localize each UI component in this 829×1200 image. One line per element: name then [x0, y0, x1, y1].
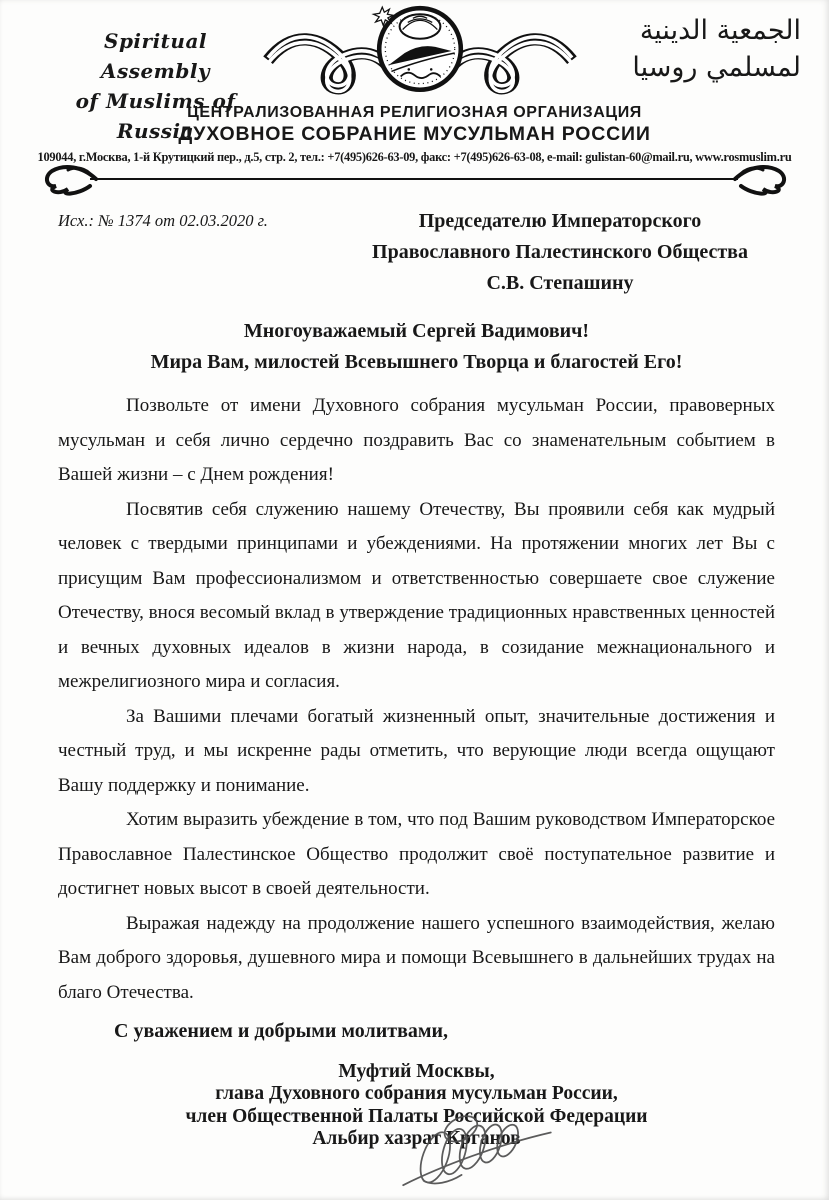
salutation-line: Многоуважаемый Сергей Вадимович!: [243, 320, 590, 342]
crescent-and-ribbons-emblem-icon: [255, 0, 585, 102]
addressee-block: [345, 206, 775, 299]
addressee-line: Православного Палестинского Общества: [372, 241, 748, 263]
paragraph: Выражая надежду на продолжение нашего успешного взаимодействия, желаю Вам доброго здоровья, душевного мира и помощи Всевышнего в дальнейших трудах на благо Отечества.: [58, 912, 775, 1003]
paragraph: Хотим выразить убеждение в том, что под Вашим руководством Императорское Православное Палестинское Общество продолжит своё поступательное развитие и достигнет новых высот в своей деятельности.: [58, 809, 775, 899]
org-name-arabic-line1: الجمعية الدينية: [639, 15, 801, 46]
contact-line: 109044, г.Москва, 1-й Крутицкий пер., д.5, стр. 2, тел.: +7(495)626-63-09, факс: +7(495)626-63-08, e-mail: gulistan-60@mail.ru, www.rosmuslim.ru: [37, 150, 792, 164]
signature-title-line: глава Духовного собрания мусульман России,: [215, 1083, 618, 1104]
salutation-line: Мира Вам, милостей Всевышнего Творца и благостей Его!: [150, 351, 683, 373]
ornamental-divider: [38, 162, 793, 196]
signature-title-line: Альбир хазрат Крганов: [312, 1128, 521, 1149]
reference-and-addressee-row: [58, 206, 775, 299]
salutation-block: [58, 316, 775, 378]
paragraph: За Вашими плечами богатый жизненный опыт, значительные достижения и честный труд, и мы искренне рады отметить, что верующие люди всегда ощущают Вашу поддержку и понимание.: [58, 705, 775, 796]
outgoing-reference: Исх.: № 1374 от 02.03.2020 г.: [58, 211, 268, 230]
addressee-line: С.В. Степашину: [486, 272, 634, 294]
addressee-line: Председателю Императорского: [418, 210, 702, 232]
paragraph: Посвятив себя служению нашему Отечеству, Вы проявили себя как мудрый человек с твердыми принципами и убеждениями. На протяжении многих лет Вы с присущим Вам профессионализмом и ответственностью совершаете свое служение Отечеству, внося весомый вклад в утверждение традиционных нравственных ценностей и вечных духовных идеалов в жизни народа, в созидание межнационального и межрелигиозного мира и согласия.: [58, 498, 775, 692]
org-name-arabic: [566, 12, 801, 86]
signature-title-line: член Общественной Палаты Российской Федерации: [185, 1105, 648, 1127]
signature-title-line: Муфтий Москвы,: [338, 1060, 495, 1082]
org-name-line: ДУХОВНОЕ СОБРАНИЕ МУСУЛЬМАН РОССИИ: [178, 123, 651, 145]
paragraph: Позвольте от имени Духовного собрания мусульман России, правоверных мусульман и себя лично сердечно поздравить Вас со знаменательным событием в Вашей жизни – с Днем рождения!: [58, 395, 775, 485]
org-type-line: ЦЕНТРАЛИЗОВАННАЯ РЕЛИГИОЗНАЯ ОРГАНИЗАЦИЯ: [187, 104, 642, 121]
handwritten-signature: [390, 1106, 580, 1200]
org-name-english-line1: Spiritual Assembly: [100, 29, 211, 83]
org-name-english-line2: of Muslims of Russia: [75, 89, 236, 143]
letter-paragraphs: [58, 389, 775, 1010]
org-name-arabic-line2: لمسلمي روسيا: [632, 52, 801, 83]
closing-line: С уважением и добрыми молитвами,: [114, 1020, 449, 1042]
letter-body: [58, 206, 775, 1151]
